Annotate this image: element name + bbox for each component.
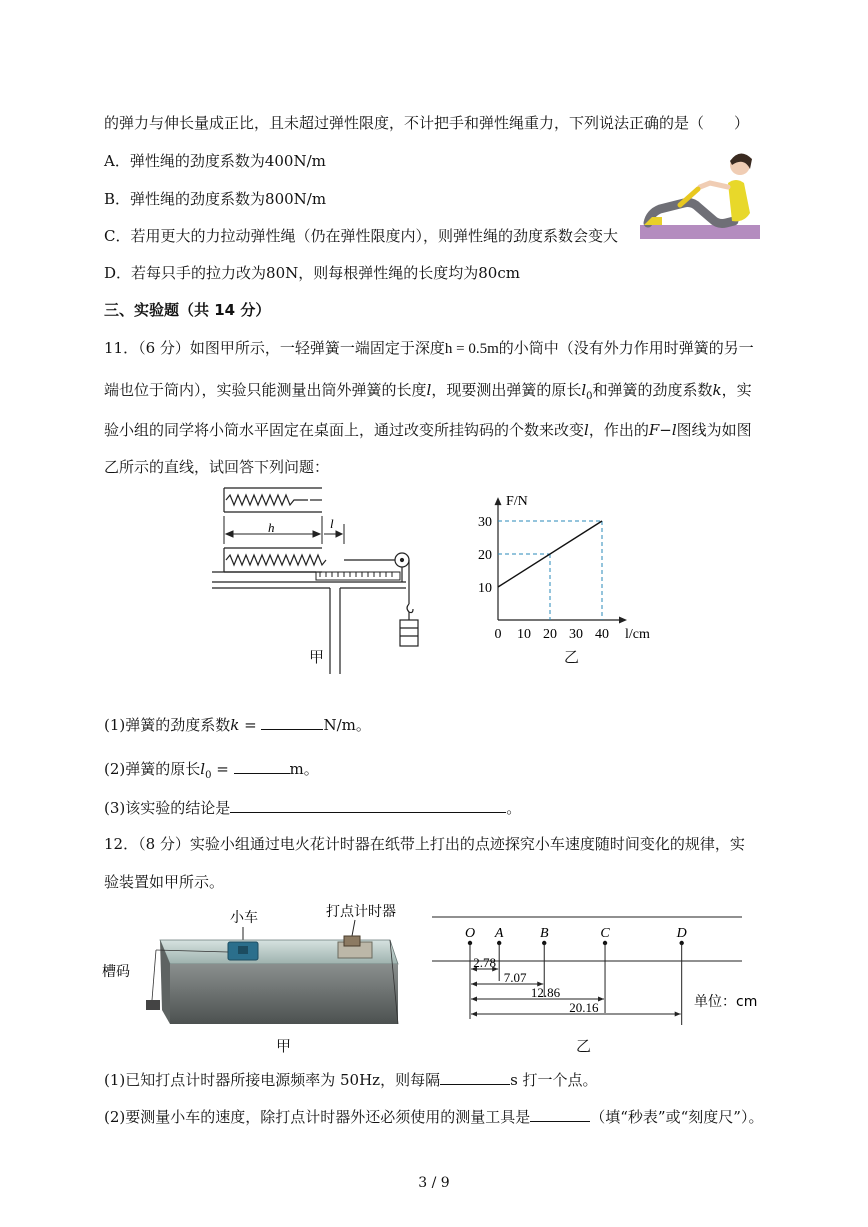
math-l: l <box>426 381 432 399</box>
q12-line-2: 验装置如甲所示。 <box>104 873 225 891</box>
weight-label: 槽码 <box>102 964 130 980</box>
q11-caption-jia: 甲 <box>309 648 325 666</box>
dimension-lines <box>224 516 344 544</box>
distance-label: 12.86 <box>530 985 561 1000</box>
hanging-weight <box>146 1000 160 1010</box>
q11-sub-2 <box>104 758 319 781</box>
y-tick-label: 30 <box>478 515 492 530</box>
distance-arrow-left <box>471 997 477 1002</box>
x-axis-label: l/cm <box>625 627 650 642</box>
q11-text: 的小筒中（没有外力作用时弹簧的另一 <box>498 339 754 357</box>
q10-option-c: C．若用更大的力拉动弹性绳（仍在弹性限度内），则弹性绳的劲度系数会变大 <box>104 227 618 245</box>
q11-sub2-text: (2)弹簧的原长 <box>104 760 201 778</box>
arm <box>700 183 728 187</box>
q11-text: ，作出的 <box>588 421 649 439</box>
q11-text: 和弹簧的劲度系数 <box>592 381 713 399</box>
distance-arrow-right <box>675 1012 681 1017</box>
tape-point-label: A <box>494 926 504 941</box>
q12-figure-jia <box>100 900 410 1030</box>
tape-unit-label: 单位：cm <box>694 994 758 1010</box>
math-f-l: F−l <box>648 421 677 439</box>
q10-option-d: D．若每只手的拉力改为80N，则每根弹性绳的长度均为80cm <box>104 264 520 282</box>
y-axis-arrow <box>495 497 502 505</box>
q11-sub-3 <box>104 797 521 818</box>
unit-m: m。 <box>289 760 319 778</box>
q11-text: 图线为如图 <box>676 421 752 439</box>
answer-blank-tool[interactable] <box>530 1107 590 1122</box>
distance-arrow-left <box>471 1012 477 1017</box>
pulley <box>395 553 409 604</box>
exercise-photo <box>640 143 760 239</box>
timer-label: 打点计时器 <box>326 904 396 920</box>
x-tick-label: 40 <box>595 627 609 642</box>
section-3-title: 三、实验题（共 14 分） <box>104 301 271 319</box>
q10-option-b: B．弹性绳的劲度系数为800N/m <box>104 190 327 208</box>
answer-blank-l0[interactable] <box>234 759 290 774</box>
q12-caption-jia: 甲 <box>276 1037 292 1055</box>
math-subscript: 0 <box>586 391 593 402</box>
x-axis-arrow <box>619 617 627 624</box>
distance-label: 2.78 <box>473 955 496 970</box>
q12-sub-2 <box>104 1106 763 1127</box>
q12-sub1-text: (1)已知打点计时器所接电源频率为 50Hz，则每隔 <box>104 1071 441 1089</box>
answer-blank-interval[interactable] <box>440 1070 510 1085</box>
page-number: 3 / 9 <box>418 1175 450 1191</box>
l-label: l <box>330 516 334 531</box>
ruler <box>316 572 400 580</box>
equals: = <box>239 716 262 734</box>
q11-text: ，现要测出弹簧的原长 <box>431 381 582 399</box>
distance-arrow-left <box>471 982 477 987</box>
hook-weight <box>400 604 418 646</box>
math-k: k <box>230 716 240 734</box>
answer-blank-conclusion[interactable] <box>230 798 506 813</box>
car-label: 小车 <box>230 910 258 926</box>
answer-blank-k[interactable] <box>261 715 323 730</box>
y-tick-label: 20 <box>478 548 492 563</box>
tape-point-label: D <box>676 926 687 941</box>
distance-arrow-right <box>598 997 604 1002</box>
math-l0: l <box>200 760 206 778</box>
q11-sub1-text: (1)弹簧的劲度系数 <box>104 716 231 734</box>
cart-slot <box>238 946 248 954</box>
q10-option-a: A．弹性绳的劲度系数为400N/m <box>104 152 326 170</box>
upper-tube <box>224 488 322 512</box>
x-tick-label: 20 <box>543 627 557 642</box>
q12-sub-1 <box>104 1069 598 1090</box>
unit-n-per-m: N/m。 <box>323 716 371 734</box>
q11-line-4: 乙所示的直线，试回答下列问题： <box>104 458 330 476</box>
period: 。 <box>506 799 522 817</box>
math-subscript: 0 <box>205 770 212 781</box>
x-tick-label: 30 <box>569 627 583 642</box>
distance-label: 7.07 <box>503 970 527 985</box>
h-label: h <box>268 520 275 535</box>
tape-point-label: O <box>464 926 476 941</box>
q11-text: 端也位于筒内），实验只能测量出筒外弹簧的长度 <box>104 381 427 399</box>
math-k: k <box>712 381 722 399</box>
q11-caption-yi: 乙 <box>564 648 580 666</box>
q12-sub2-text: (2)要测量小车的速度，除打点计时器外还必须使用的测量工具是 <box>104 1108 531 1126</box>
tape-point-label: C <box>600 926 610 941</box>
q11-sub3-text: (3)该实验的结论是 <box>104 799 231 817</box>
q11-chart-yi <box>470 492 660 652</box>
q11-text: 验小组的同学将小筒水平固定在桌面上，通过改变所挂钩码的个数来改变 <box>104 421 585 439</box>
y-tick-label: 10 <box>478 581 492 596</box>
x-tick-label: 0 <box>494 627 502 642</box>
equals: = <box>211 760 234 778</box>
distance-label: 20.16 <box>569 1000 599 1015</box>
q11-line-3 <box>104 419 752 440</box>
q12-caption-yi: 乙 <box>576 1037 592 1055</box>
q11-text: 11．（6 分）如图甲所示，一轻弹簧一端固定于深度 <box>104 339 445 357</box>
q12-line-1: 12．（8 分）实验小组通过电火花计时器在纸带上打出的点迹探究小车速度随时间变化的规律，实 <box>104 835 745 853</box>
math-l0: l <box>581 381 587 399</box>
x-tick-label: 10 <box>517 627 531 642</box>
q11-sub-1 <box>104 714 371 735</box>
q12-sub1-tail: s 打一个点。 <box>510 1071 598 1089</box>
string-vertical <box>152 950 156 1000</box>
q11-text: ，实 <box>721 381 752 399</box>
timer-pointer <box>352 920 355 936</box>
math-l: l <box>584 421 589 439</box>
timer-top <box>344 936 360 946</box>
yoga-mat <box>640 225 760 239</box>
q12-sub2-tail: （填“秒表”或“刻度尺”）。 <box>590 1108 764 1126</box>
q10-stem-tail: 的弹力与伸长量成正比，且未超过弹性限度，不计把手和弹性绳重力，下列说法正确的是（ ） <box>104 114 750 132</box>
y-axis-label: F/N <box>506 494 528 510</box>
q11-line-1 <box>104 337 754 358</box>
tape-point-label: B <box>539 926 549 941</box>
track-body <box>170 964 398 1024</box>
q12-figure-yi <box>428 905 764 1025</box>
q11-line-2 <box>104 379 752 402</box>
lower-tube <box>224 548 396 572</box>
q11-depth-math: h = 0.5m <box>444 341 499 357</box>
